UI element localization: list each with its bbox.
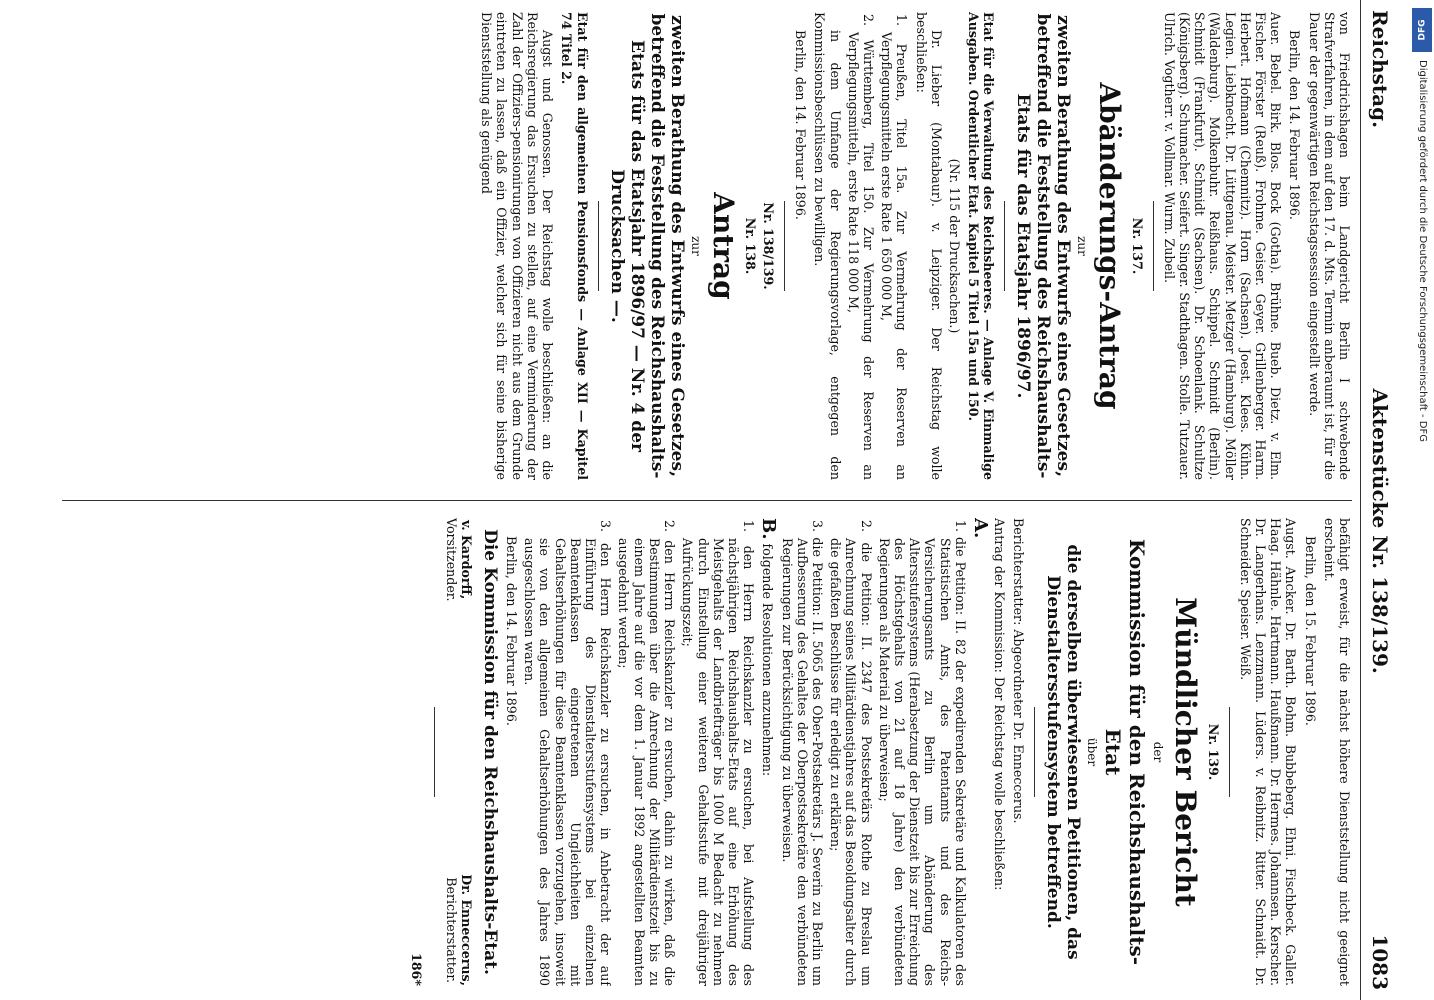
page-number: 1083 [1368, 934, 1393, 990]
nr137-motion-intro: Dr. Lieber (Montabaur). v. Leipziger. Der Reichstag wolle beschließen: [913, 12, 944, 480]
nr137-item: 1. Preußen, Titel 15a. Zur Vermehrung der Reserven an Verpflegungsmitteln erste Rate 1 650 000 M, [879, 14, 910, 480]
nr139-reporter: Berichterstatter: Abgeordneter Dr. Enneccerus. [1011, 518, 1027, 824]
section-b-item: 2. den Herrn Reichskanzler zu ersuchen, dahin zu wirken, daß die Bestimmungen über die Anrechnung der Militärdienstzeit bis zu einem Jahre auf die vor dem 1. Januar 1892 angestellten Beamten ausgedehnt werden; [616, 520, 678, 986]
signatories-138: Augst. Ancker. Dr. Barth. Bohm. Bubbeberg. Ehni. Fischbeck. Galler. Haag. Hähnle. Hartmann. Haußmann. Dr. Hermes. Johannsen. Kerscher. Dr. Langerhans. Lenzmann. Lüders. v. Reibnitz. Ritter. Schnaidt. Dr. Schneider. Speiser. Weiß. [1237, 518, 1299, 986]
document-page [55, 0, 1400, 1000]
nr137-drucksache: (Nr. 115 der Drucksachen.) [946, 158, 962, 334]
nr139-date: Berlin, den 14. Februar 1896. [504, 536, 520, 726]
nr139-commission: Kommission für den Reichshaushalts-Etat [1101, 538, 1150, 966]
nr139-title: Mündlicher Bericht [1169, 597, 1203, 907]
dfg-sidebar [1410, 0, 1434, 1000]
page-header [1360, 0, 1400, 1000]
right-column [62, 518, 1352, 986]
continued-date: Berlin, den 15. Februar 1896. [1302, 536, 1318, 726]
section-a-item: 2. die Petition: II. 2347 des Postsekretärs Rothe zu Breslau um Anrechnung seines Militärdienstjahres auf das Besoldungsalter durch die gefaßten Beschlüsse für erledigt zu erklären; [828, 520, 874, 986]
nr137-subtitle: zweiten Berathung des Entwurfs eines Gesetzes, betreffend die Feststellung des Reichshaushalts-Etats für das Etatsjahr 1896/97. [1013, 13, 1074, 479]
section-b-item: 1. den Herrn Reichskanzler zu ersuchen, bei Aufstellung des nächstjährigen Reichshaushalts-Etats auf eine Erhöhung des Meistgehalts der Landbriefträger bis 1000 M Bedacht zu nehmen durch Einstellung einer weiteren Gehaltsstufe mit dreijähriger Aufrückungszeit; [680, 520, 757, 986]
section-rule [784, 201, 785, 291]
chair-name: v. Kardorff, [458, 520, 474, 600]
nr139-antrag: Antrag der Kommission: Der Reichstag wolle beschließen: [992, 518, 1008, 891]
reporter-name: Dr. Enneccerus, [458, 874, 474, 986]
nr139-subject: die derselben überwiesenen Petitionen, das Dienstaltersstufensystem betreffend. [1043, 544, 1084, 960]
nr137-closing: in dem Umfange der Regierungsvorlage, entgegen den Kommissionsbeschlüssen zu bewilligen. [812, 12, 843, 480]
section-a-label: A. [969, 518, 991, 539]
section-a-item: 3. die Petition: II. 5065 des Ober-Postsekretärs J. Severin zu Berlin um Aufbesserung des Gehaltes der Oberpostsekretäre den verbündeten Regierungen zur Berücksichtigung zu überweisen. [779, 520, 825, 986]
nr138-body: Augst und Genossen. Der Reichstag wolle beschließen: an die Reichsregierung das Ersuchen zu stellen, auf eine Verminderung der Zahl der Offiziers-pensionirungen von Offizieren nicht aus dem Grunde eintreten zu lassen, daß ein Offizier, welcher sich für seine bisherige Dienststellung als genügend [479, 12, 556, 480]
signature-block [443, 518, 473, 986]
nr138-section: Etat für den allgemeinen Pensionsfonds — Anlage XII — Kapitel 74 Titel 2. [559, 12, 590, 480]
nr138-number: Nr. 138. [742, 217, 758, 275]
left-column [62, 12, 1352, 480]
column-divider [62, 500, 1352, 501]
chair-role: Vorsitzender. [443, 518, 459, 602]
section-b-label: B. [758, 518, 780, 540]
sheet-number: 186* [409, 953, 425, 986]
nr138-zur: zur [688, 236, 703, 256]
section-b-item: 3. den Herrn Reichskanzler zu ersuchen, in Anbetracht der auf Einführung des Dienstaltersstufensystems bei einzelnen Beamtenklassen eingetretenen Ungleichheiten mit Gehaltserhöhungen für diese Beamtenklassen vorzugehen, insoweit sie von den allgemeinen Gehaltserhöhungen des Jahres 1890 ausgeschlossen waren. [522, 520, 614, 986]
section-rule [434, 707, 435, 797]
nr137-item: 2. Württemberg, Titel 150. Zur Vermehrung der Reserven an Verpflegungsmitteln, erste Rate 118 000 M, [845, 14, 876, 480]
nr139-signoff: Die Kommission für den Reichshaushalts-Etat. [479, 529, 500, 975]
dfg-logo: DFG [1412, 8, 1432, 52]
header-left: Reichstag. [1368, 10, 1393, 129]
nr137-section: Etat für die Verwaltung des Reichsheeres. — Anlage V. Einmalige Ausgaben. Ordentlicher Etat. Kapitel 5 Titel 15a und 150. [966, 12, 997, 480]
header-center: Aktenstücke Nr. 138/139. [1368, 388, 1393, 674]
digitization-credit: Digitalisierung gefördert durch die Deutsche Forschungsgemeinschaft - DFG [1417, 60, 1428, 443]
continued-text: befähigt erweist, für die nächst höhere Dienststellung nicht geeignet erscheint. [1321, 518, 1352, 986]
nr139-ueber: über [1085, 737, 1100, 767]
section-b-intro: folgende Resolutionen anzunehmen: [760, 543, 776, 777]
nr137-zur: zur [1075, 236, 1090, 256]
nr137-number: Nr. 137. [1129, 217, 1145, 275]
section-a-item: 1. die Petition: II. 82 der expedirenden Sekretäre und Kalkulatoren des Statistischen Amts, des Patentamts und des Reichs-Versicherungsamts zu Berlin um Abänderung des Altersstufensystems (Herabsetzung der Dienstzeit bis zur Erreichung des Höchstgehalts von 21 auf 18 Jahre) den verbündeten Regierungen als Material zu überweisen; [876, 520, 968, 986]
reporter-role: Berichterstatter. [443, 877, 459, 983]
nr139-der: der [1151, 741, 1166, 763]
intro-text: von Friedrichshagen beim Landgericht Berlin I schwebende Strafverfahren, in dem auf den 17. d. Mts. Termin anberaumt ist, für die Dauer der gegenwärtigen Reichstagssession eingestellt werde. [1306, 12, 1352, 480]
nr139-number: Nr. 139. [1205, 723, 1221, 781]
section-rule [598, 201, 599, 291]
nr138-title: Antrag [706, 192, 740, 300]
nr137-title: Abänderungs-Antrag [1093, 82, 1127, 410]
nr138-range: Nr. 138/139. [760, 202, 776, 290]
section-rule [1229, 707, 1230, 797]
section-rule [1004, 201, 1005, 291]
section-rule [1034, 707, 1035, 797]
section-rule [1153, 201, 1154, 291]
nr138-subtitle: zweiten Berathung des Entwurfs eines Gesetzes, betreffend die Feststellung des Reichshaushalts-Etats für das Etatsjahr 1896/97 — Nr. 4 der Drucksachen —. [606, 13, 687, 479]
signatories-137: Auer. Bebel. Birk. Blos. Bock (Gotha). Brühne. Bueb. Dietz. v. Elm. Fischer. Förster (Reuß). Frohme. Geiser. Geyer. Grillenberger. Harm. Herbert. Hofmann (Chemnitz). Horn (Sachsen). Joest. Klees. Kühn. Legien. Liebknecht. Dr. Lüttgenau. Meister. Metzger (Hamburg). Möller (Waldenburg). Molkenbuhr. Reißhaus. Schippel. Schmidt (Berlin). Schmidt (Frankfurt). Schmidt (Sachsen). Dr. Schoenlank. Schultze (Königsberg). Schumacher. Seifert. Singer. Stadthagen. Stolle. Tutzauer. Ulrich. Vogtherr. v. Vollmar. Wurm. Zubeil. [1161, 12, 1284, 480]
intro-date: Berlin, den 14. Februar 1896. [1287, 30, 1303, 220]
nr137-date: Berlin, den 14. Februar 1896. [793, 30, 809, 220]
